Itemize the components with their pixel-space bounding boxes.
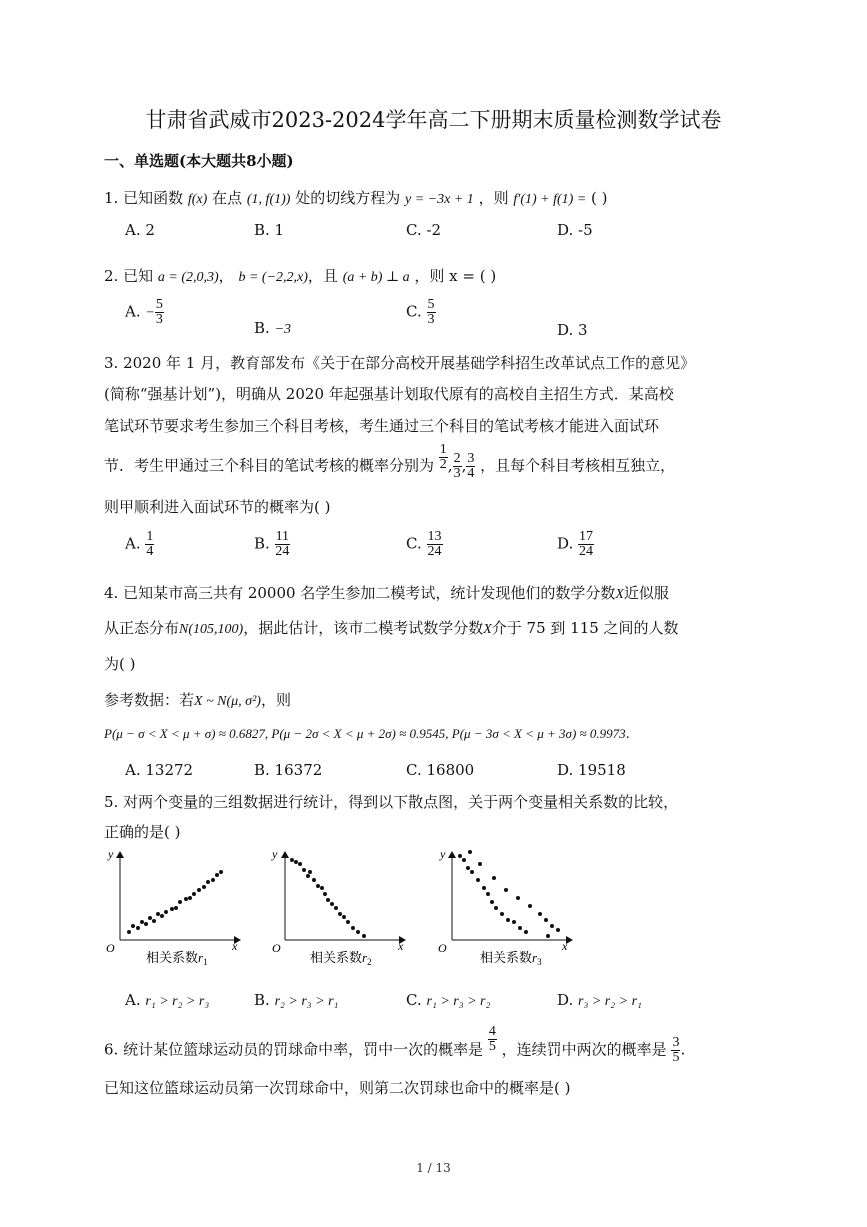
scatter-dot bbox=[202, 885, 206, 889]
q1-option-c: C. -2 bbox=[406, 221, 442, 239]
plot-1-origin: O bbox=[106, 941, 115, 955]
q1-text: 处的切线方程为 bbox=[295, 189, 401, 207]
scatter-dot bbox=[320, 886, 324, 890]
q1-point: (1, f(1)) bbox=[246, 192, 291, 207]
q3-line-2: (简称“强基计划”)，明确从 2020 年起强基计划取代原有的高校自主招生方式．某高校 bbox=[104, 385, 674, 403]
scatter-dot bbox=[362, 934, 366, 938]
page-title: 甘肃省武威市2023-2024学年高二下册期末质量检测数学试卷 bbox=[145, 108, 722, 132]
scatter-dot bbox=[323, 892, 327, 896]
scatter-dot bbox=[316, 884, 320, 888]
scatter-dot bbox=[152, 919, 156, 923]
scatter-dot bbox=[330, 902, 334, 906]
q2-vector-a: a = (2,0,3) bbox=[157, 270, 219, 285]
q4-reference-formula: P(μ − σ < X < μ + σ) ≈ 0.6827, P(μ − 2σ < X < μ + 2σ) ≈ 0.9545, P(μ − 3σ < X < μ + 3σ) ≈ 0.9973. bbox=[104, 726, 630, 742]
scatter-dot bbox=[528, 904, 532, 908]
scatter-dot bbox=[506, 918, 510, 922]
q4-option-a: A. 13272 bbox=[125, 761, 194, 779]
plot-1-x-axis-label: x bbox=[232, 939, 238, 953]
scatter-dot bbox=[312, 878, 316, 882]
q5-option-a: A. r₁ > r₂ > r₃ bbox=[125, 991, 210, 1009]
q4-line-1: 4. 已知某市高三共有 20000 名学生参加二模考试，统计发现他们的数学分数X近似服 bbox=[104, 584, 669, 602]
scatter-dot bbox=[538, 912, 542, 916]
scatter-dot bbox=[219, 870, 223, 874]
q1-option-d: D. -5 bbox=[557, 221, 593, 239]
scatter-dot bbox=[192, 892, 196, 896]
scatter-plot-1 bbox=[106, 847, 240, 955]
plot-2-caption: 相关系数$r_2$ bbox=[310, 950, 372, 967]
scatter-dot bbox=[356, 930, 360, 934]
scatter-dot bbox=[156, 912, 160, 916]
scatter-dot bbox=[164, 910, 168, 914]
scatter-dot bbox=[458, 854, 462, 858]
scatter-dot bbox=[500, 912, 504, 916]
q5-line-2: 正确的是( ) bbox=[104, 823, 181, 841]
scatter-dot bbox=[512, 920, 516, 924]
scatter-dot bbox=[178, 900, 182, 904]
q4-option-b: B. 16372 bbox=[254, 761, 323, 779]
scatter-dot bbox=[160, 914, 164, 918]
q4-option-c: C. 16800 bbox=[406, 761, 475, 779]
scatter-dot bbox=[462, 858, 466, 862]
scatter-dot bbox=[144, 922, 148, 926]
q1-tangent-line: y = −3x + 1 bbox=[405, 192, 474, 207]
plot-3-x-axis-label: x bbox=[562, 939, 568, 953]
scatter-dot bbox=[197, 888, 201, 892]
q3-line-4: 节．考生甲通过三个科目的笔试考核的概率分别为 $\frac{1}{2}$ , $\frac{2}{3}$ , $\frac{3}{4}$ ，且每个科目考核相互独立， bbox=[104, 442, 676, 481]
scatter-dot bbox=[338, 912, 342, 916]
q4-reference: 参考数据：若X ~ N(μ, σ²)，则 bbox=[104, 691, 291, 709]
q2-stem: 2. 已知 bbox=[104, 267, 154, 285]
scatter-dot bbox=[148, 916, 152, 920]
q1-text: 在点 bbox=[212, 189, 243, 207]
q2-text: ，且 bbox=[307, 267, 338, 285]
scatter-dot bbox=[308, 870, 312, 874]
q3-line-5: 则甲顺利进入面试环节的概率为( ) bbox=[104, 498, 331, 516]
plot-3-origin: O bbox=[438, 941, 447, 955]
plot-2-origin: O bbox=[272, 941, 281, 955]
q2-option-a: A. − $\frac{5}{3}$ bbox=[125, 297, 163, 327]
q1-option-a: A. 2 bbox=[125, 221, 155, 239]
plot-3-y-axis-label: y bbox=[440, 847, 446, 861]
scatter-dot bbox=[306, 874, 310, 878]
scatter-dot bbox=[490, 900, 494, 904]
plot-2-y-axis-label: y bbox=[272, 847, 278, 861]
q3-option-c: C. $\frac{13}{24}$ bbox=[406, 529, 442, 559]
q2-option-b: B. −3 bbox=[254, 319, 292, 337]
q2-condition: (a + b) ⊥ a bbox=[342, 270, 410, 285]
scatter-dot bbox=[184, 897, 188, 901]
scatter-dot bbox=[174, 906, 178, 910]
q3-option-a: A. $\frac{1}{4}$ bbox=[125, 529, 154, 559]
scatter-dot bbox=[486, 892, 490, 896]
plot-2-x-axis-label: x bbox=[398, 939, 404, 953]
scatter-dot bbox=[188, 896, 192, 900]
q5-option-b: B. r₂ > r₃ > r₁ bbox=[254, 991, 339, 1009]
scatter-plot-3 bbox=[438, 847, 572, 955]
q2-blank: ，则 x = ( ) bbox=[414, 267, 497, 285]
q3-option-b: B. $\frac{11}{24}$ bbox=[254, 529, 290, 559]
q1-expression: f′(1) + f(1) = bbox=[513, 192, 587, 207]
scatter-dot bbox=[140, 920, 144, 924]
scatter-dot bbox=[518, 926, 522, 930]
scatter-dot bbox=[206, 880, 210, 884]
scatter-dot bbox=[211, 878, 215, 882]
q4-option-d: D. 19518 bbox=[557, 761, 626, 779]
scatter-dot bbox=[346, 920, 350, 924]
scatter-dot bbox=[294, 860, 298, 864]
q3-option-d: D. $\frac{17}{24}$ bbox=[557, 529, 594, 559]
scatter-dot bbox=[476, 878, 480, 882]
q1-stem: 1. 已知函数 bbox=[104, 189, 184, 207]
scatter-dot bbox=[342, 915, 346, 919]
scatter-dot bbox=[546, 934, 550, 938]
q2-option-d: D. 3 bbox=[557, 321, 588, 339]
scatter-dot bbox=[466, 866, 470, 870]
q5-line-1: 5. 对两个变量的三组数据进行统计，得到以下散点图，关于两个变量相关系数的比较， bbox=[104, 793, 679, 811]
q4-line-3: 为( ) bbox=[104, 655, 136, 673]
q6-line-1: 6. 统计某位篮球运动员的罚球命中率，罚中一次的概率是 $\frac{4}{5}$ ，连续罚中两次的概率是 $\frac{3}{5}$ . bbox=[104, 1024, 686, 1065]
scatter-dot bbox=[524, 930, 528, 934]
q5-option-c: C. r₁ > r₃ > r₂ bbox=[406, 991, 491, 1009]
question-2 bbox=[104, 266, 496, 288]
scatter-dot bbox=[334, 906, 338, 910]
plot-3-caption: 相关系数$r_3$ bbox=[480, 950, 542, 967]
scatter-plot-2 bbox=[271, 847, 405, 955]
q1-text: ，则 bbox=[478, 189, 509, 207]
scatter-dot bbox=[351, 926, 355, 930]
q2-vector-b: b = (−2,2,x) bbox=[238, 270, 308, 285]
q6-line-2: 已知这位篮球运动员第一次罚球命中，则第二次罚球也命中的概率是( ) bbox=[104, 1079, 571, 1097]
plot-1-caption: 相关系数$r_1$ bbox=[146, 950, 208, 967]
scatter-dot bbox=[290, 858, 294, 862]
q1-blank: ( ) bbox=[591, 189, 608, 207]
section-heading: 一、单选题(本大题共8小题) bbox=[104, 152, 294, 170]
scatter-dot bbox=[131, 924, 135, 928]
q3-line-1: 3. 2020 年 1 月，教育部发布《关于在部分高校开展基础学科招生改革试点工作的意见》 bbox=[104, 354, 696, 372]
q1-function: f(x) bbox=[187, 192, 208, 207]
q5-option-d: D. r₃ > r₂ > r₁ bbox=[557, 991, 642, 1009]
scatter-dot bbox=[492, 876, 496, 880]
scatter-dot bbox=[136, 926, 140, 930]
scatter-dot bbox=[302, 868, 306, 872]
question-1 bbox=[104, 188, 608, 210]
scatter-dot bbox=[170, 907, 174, 911]
scatter-dot bbox=[298, 862, 302, 866]
scatter-dot bbox=[127, 930, 131, 934]
scatter-dot bbox=[544, 918, 548, 922]
scatter-dot bbox=[494, 906, 498, 910]
scatter-dot bbox=[215, 873, 219, 877]
q1-option-b: B. 1 bbox=[254, 221, 285, 239]
scatter-dot bbox=[326, 898, 330, 902]
q3-line-3: 笔试环节要求考生参加三个科目考核，考生通过三个科目的笔试考核才能进入面试环 bbox=[104, 417, 660, 435]
scatter-dot bbox=[482, 886, 486, 890]
scatter-dot bbox=[470, 870, 474, 874]
scatter-plots bbox=[100, 842, 580, 972]
page-number: 1 / 13 bbox=[416, 1161, 451, 1175]
q2-option-c: C. $\frac{5}{3}$ bbox=[406, 297, 435, 327]
scatter-dot bbox=[478, 862, 482, 866]
scatter-dot bbox=[468, 850, 472, 854]
plot-1-y-axis-label: y bbox=[108, 847, 114, 861]
scatter-dot bbox=[556, 928, 560, 932]
scatter-dot bbox=[504, 888, 508, 892]
scatter-dot bbox=[516, 896, 520, 900]
q4-line-2: 从正态分布N(105,100)，据此估计，该市二模考试数学分数X介于 75 到 115 之间的人数 bbox=[104, 619, 679, 637]
scatter-dot bbox=[550, 924, 554, 928]
q2-text: ， bbox=[218, 267, 234, 285]
